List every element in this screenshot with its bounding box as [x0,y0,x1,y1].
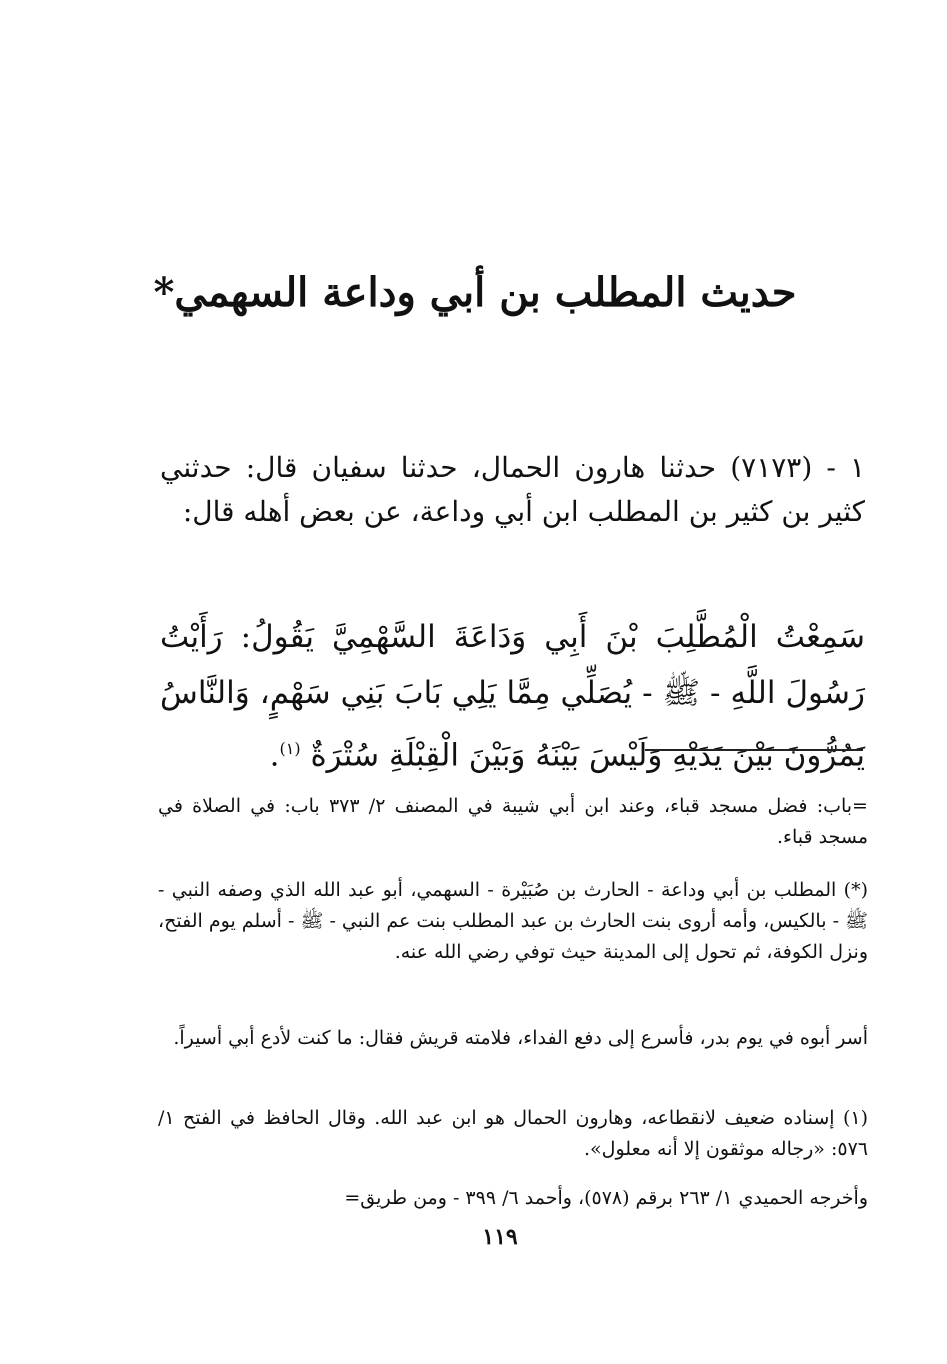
footnote-biography: (*) المطلب بن أبي وداعة - الحارث بن صُبَيْرة - السهمي، أبو عبد الله الذي وصفه النبي - ﷺ - بالكيس، وأمه أروى بنت الحارث بن عبد المطلب بنت عم النبي - ﷺ - أسلم يوم الفتح، ونزل الكوفة، ثم تحول إلى المدينة حيث توفي رضي الله عنه. [158,879,868,963]
chapter-title: حديث المطلب بن أبي وداعة السهمي* [153,268,797,316]
footnote-1: (١) إسناده ضعيف لانقطاعه، وهارون الحمال هو ابن عبد الله. وقال الحافظ في الفتح ١/ ٥٧٦: «رجاله موثقون إلا أنه معلول». [158,1107,868,1160]
hadith-text [160,609,865,783]
footnote-divider [645,749,863,751]
footnote-marker: (١) [279,739,301,758]
page-number: ١١٩ [482,1224,518,1250]
footnote-1-continued: وأخرجه الحميدي ١/ ٢٦٣ برقم (٥٧٨)، وأحمد ٦/ ٣٩٩ - ومن طريق= [344,1187,868,1209]
footnote-continuation: =باب: فضل مسجد قباء، وعند ابن أبي شيبة في المصنف ٢/ ٣٧٣ باب: في الصلاة في مسجد قباء. [158,795,868,848]
hadith-matn: سَمِعْتُ الْمُطَّلِبَ بْنَ أَبِي وَدَاعَةَ السَّهْمِيَّ يَقُولُ: رَأَيْتُ رَسُولَ اللَّهِ - ﷺ - يُصَلِّي مِمَّا يَلِي بَابَ بَنِي سَهْمٍ، وَالنَّاسُ يَمُرُّونَ بَيْنَ يَدَيْهِ وَلَيْسَ بَيْنَهُ وَبَيْنَ الْقِبْلَةِ سُتْرَةٌ [160,619,865,774]
hadith-isnad: ١ - (٧١٧٣) حدثنا هارون الحمال، حدثنا سفيان قال: حدثني كثير بن كثير بن المطلب ابن أبي وداعة، عن بعض أهله قال: [160,451,866,528]
hadith-end: . [269,737,280,774]
footnote-biography-2: أسر أبوه في يوم بدر، فأسرع إلى دفع الفداء، فلامته قريش فقال: ما كنت لأدع أبي أسيراً. [173,1027,868,1049]
